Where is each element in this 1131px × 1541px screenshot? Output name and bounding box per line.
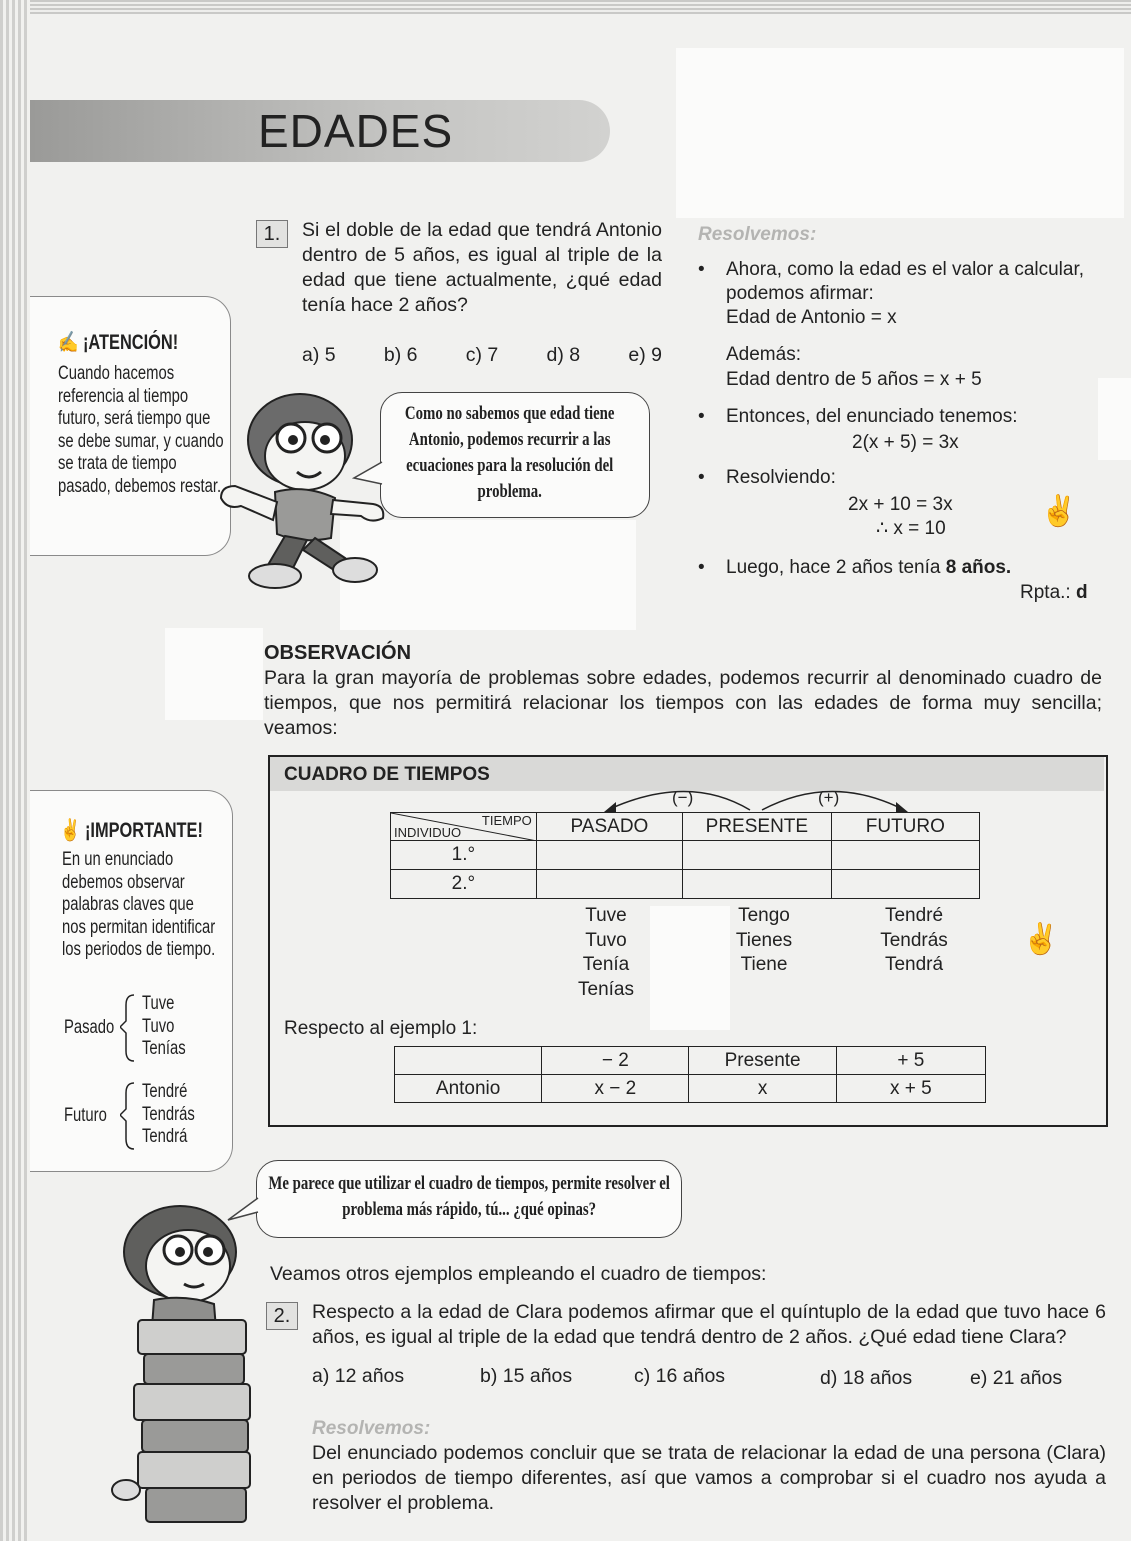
option-e: e) 9: [628, 344, 662, 366]
keyword: Tuve: [142, 993, 175, 1014]
ex-cell: x: [689, 1075, 836, 1103]
problem2-text: Respecto a la edad de Clara podemos afirmar que el quíntuplo de la edad que tuvo hace 6 años, es igual al triple de la edad que tendrá dentro de 2 años. ¿Qué edad tiene Clara?: [312, 1301, 1106, 1348]
solution-bullet: • Resolviendo:: [726, 466, 836, 490]
time-arrows: [600, 780, 920, 816]
resolvemos-heading: Resolvemos:: [312, 1418, 431, 1439]
brace-icon: [120, 993, 140, 1063]
cuadro-heading: CUADRO DE TIEMPOS: [284, 764, 490, 785]
keyword: Tenías: [142, 1038, 186, 1059]
option-e: e) 21 años: [970, 1367, 1063, 1389]
keyword: Tendrás: [142, 1103, 195, 1125]
option-d: d) 8: [546, 344, 581, 366]
ex-cell: + 5: [836, 1047, 985, 1075]
col-header: FUTURO: [831, 813, 979, 841]
equation: 2x + 10 = 3x: [848, 494, 953, 515]
row-header: 2.°: [391, 870, 537, 899]
ex-cell: x − 2: [542, 1075, 689, 1103]
solution1-line: Ahora, como la edad es el valor a calcular, podemos afirmar:: [726, 259, 1085, 304]
ademas-line: Edad dentro de 5 años = x + 5: [726, 369, 982, 390]
ex-cell: x + 5: [836, 1075, 985, 1103]
blank-patch: [676, 48, 1124, 218]
example-table: [394, 1046, 986, 1103]
victory-hand-icon: ✌: [1040, 495, 1078, 528]
blank-patch: [1098, 378, 1131, 460]
pasado-words: [566, 904, 646, 1002]
bubble-tail: [352, 460, 386, 490]
option-a: a) 5: [302, 344, 336, 366]
speech-bubble: [256, 1160, 682, 1238]
option-c: c) 7: [465, 344, 499, 366]
ex-cell: [395, 1047, 542, 1075]
col-header: PRESENTE: [683, 813, 832, 841]
presente-words: [722, 904, 806, 978]
problem-number: 2.: [266, 1302, 298, 1330]
hand-icon: ✍: [58, 331, 79, 354]
corner-cell: [391, 813, 537, 841]
veamos-text: Veamos otros ejemplos empleando el cuadro de tiempos:: [270, 1263, 767, 1285]
respecto-label: Respecto al ejemplo 1:: [284, 1018, 478, 1039]
rpta: Rpta.: d: [1020, 582, 1088, 603]
hand-icon: ✌: [60, 819, 81, 842]
equation: 2(x + 5) = 3x: [852, 432, 959, 453]
observacion-heading: OBSERVACIÓN: [264, 642, 412, 664]
corner-bottom: INDIVIDUO: [394, 825, 462, 840]
boy-on-books-illustration: [104, 1200, 264, 1530]
solution1-line: Edad de Antonio = x: [726, 307, 897, 328]
ex-cell: Presente: [689, 1047, 836, 1075]
option-b: b) 6: [383, 344, 418, 366]
page-title: EDADES: [258, 105, 454, 157]
keyword: Tenía: [582, 954, 630, 975]
option-d: d) 18 años: [820, 1367, 913, 1389]
keyword: Tuvo: [142, 1015, 175, 1037]
importante-text: En un enunciado debemos observar palabras claves que nos permitan identificar los periodos de tiempo.: [62, 849, 216, 960]
futuro-words: [868, 904, 960, 978]
rpta-value: d: [1075, 582, 1088, 603]
solution-bullet: • Entonces, del enunciado tenemos:: [726, 405, 1018, 429]
plus-label: (+): [818, 788, 840, 807]
left-stripes: [0, 0, 30, 1541]
bubble1-text: Como no sabemos que edad tiene Antonio, podemos recurrir a las ecuaciones para la resolución del problema.: [404, 403, 615, 502]
blank-patch: [165, 628, 263, 720]
victory-hand-icon: ✌: [1022, 923, 1060, 956]
top-band: [0, 0, 1131, 14]
pasado-label: Pasado: [64, 1017, 115, 1038]
keyword: Tendré: [884, 905, 944, 926]
resolvemos-heading: Resolvemos:: [698, 224, 817, 245]
speech-bubble: [380, 392, 650, 518]
keyword: Tuve: [585, 905, 627, 926]
option-c: c) 16 años: [634, 1365, 726, 1387]
ex-cell: − 2: [542, 1047, 689, 1075]
solution2-text: Del enunciado podemos concluir que se trata de relacionar la edad de una persona (Clara) en periodos de tiempo diferentes, así que vamos a comprobar si el cuadro nos ayuda a resolver el problema.: [312, 1442, 1106, 1514]
problem1-options: [302, 343, 662, 368]
atencion-text: Cuando hacemos referencia al tiempo futuro, será tiempo que se debe sumar, y cuando se trata de tiempo pasado, debemos restar.: [58, 363, 224, 497]
keyword: Tendrá: [142, 1126, 188, 1147]
importante-title: ¡IMPORTANTE!: [84, 819, 203, 842]
option-a: a) 12 años: [312, 1365, 405, 1387]
bubble2-text: Me parece que utilizar el cuadro de tiempos, permite resolver el problema más rápido, tú... ¿qué opinas?: [268, 1173, 670, 1220]
brace-icon: [120, 1081, 140, 1151]
minus-label: (−): [672, 788, 694, 807]
row-header: 1.°: [391, 841, 537, 870]
col-header: PASADO: [536, 813, 682, 841]
ex-cell: Antonio: [395, 1075, 542, 1103]
keyword: Tendrás: [880, 929, 948, 951]
atencion-box: [30, 296, 231, 556]
futuro-label: Futuro: [64, 1105, 107, 1126]
corner-top: TIEMPO: [481, 813, 532, 828]
problem-number: 1.: [256, 220, 288, 248]
keyword: Tengo: [738, 905, 790, 926]
keyword: Tuvo: [585, 929, 627, 951]
tiempos-table: [390, 812, 980, 899]
observacion-text: Para la gran mayoría de problemas sobre edades, podemos recurrir al denominado cuadro de tiempos, que nos permitirá relacionar los tiempos con las edades de forma muy sencilla; veamos:: [264, 667, 1102, 739]
keyword: Tiene: [740, 954, 788, 975]
importante-box: [30, 790, 233, 1172]
option-b: b) 15 años: [480, 1365, 573, 1387]
keyword: Tendré: [142, 1081, 188, 1102]
solution-bullet: • Luego, hace 2 años tenía 8 años.: [726, 556, 1011, 580]
problem1-text: Si el doble de la edad que tendrá Antonio dentro de 5 años, es igual al triple de la edad que tiene actualmente, ¿qué edad tenía hace 2 años?: [302, 219, 662, 316]
atencion-title: ¡ATENCIÓN!: [82, 331, 179, 354]
ademas-label: Además:: [726, 344, 801, 365]
keyword: Tendrá: [884, 954, 944, 975]
equation: ∴ x = 10: [876, 518, 946, 539]
solution-bullet: [726, 258, 1098, 330]
answer-bold: 8 años.: [945, 557, 1012, 578]
keyword: Tienes: [735, 929, 793, 951]
keyword: Tenías: [578, 978, 634, 1000]
